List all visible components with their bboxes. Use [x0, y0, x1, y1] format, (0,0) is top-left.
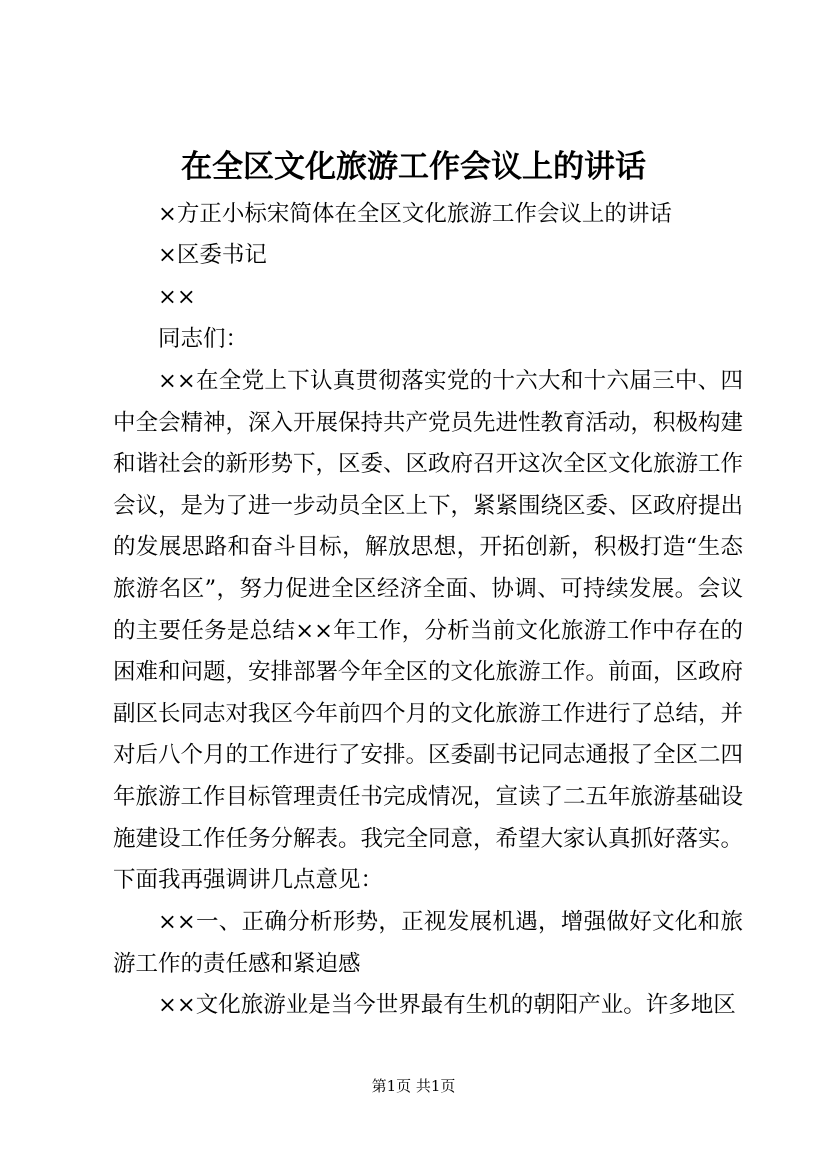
date-line: ××	[158, 284, 196, 310]
salutation: 同志们：	[158, 326, 249, 352]
document-title: 在全区文化旅游工作会议上的讲话	[181, 149, 646, 185]
page-footer: 第1页 共1页	[371, 1077, 456, 1095]
author-line: ×区委书记	[158, 242, 267, 268]
body-paragraph: ××文化旅游业是当今世界最有生机的朝阳产业。许多地区	[158, 992, 736, 1018]
body-paragraph: ××在全党上下认真贯彻落实党的十六大和十六届三中、四中全会精神，深入开展保持共产党员先进性教育活动，积极构建和谐社会的新形势下，区委、区政府召开这次全区文化旅游工作会议，是为了进一步动员全区上下，紧紧围绕区委、区政府提出的发展思路和奋斗目标，解放思想，开拓创新，积极打造“生态旅游名区”，努力促进全区经济全面、协调、可持续发展。会议的主要任务是总结××年工作，分析当前文化旅游工作中存在的困难和问题，安排部署今年全区的文化旅游工作。前面，区政府副区长同志对我区今年前四个月的文化旅游工作进行了总结，并对后八个月的工作进行了安排。区委副书记同志通报了全区二四年旅游工作目标管理责任书完成情况，宣读了二五年旅游基础设施建设工作任务分解表。我完全同意，希望大家认真抓好落实。下面我再强调讲几点意见：	[113, 368, 744, 894]
subtitle-line: ×方正小标宋简体在全区文化旅游工作会议上的讲话	[158, 201, 672, 227]
section-heading: ××一、正确分析形势，正视发展机遇，增强做好文化和旅游工作的责任感和紧迫感	[113, 909, 743, 977]
